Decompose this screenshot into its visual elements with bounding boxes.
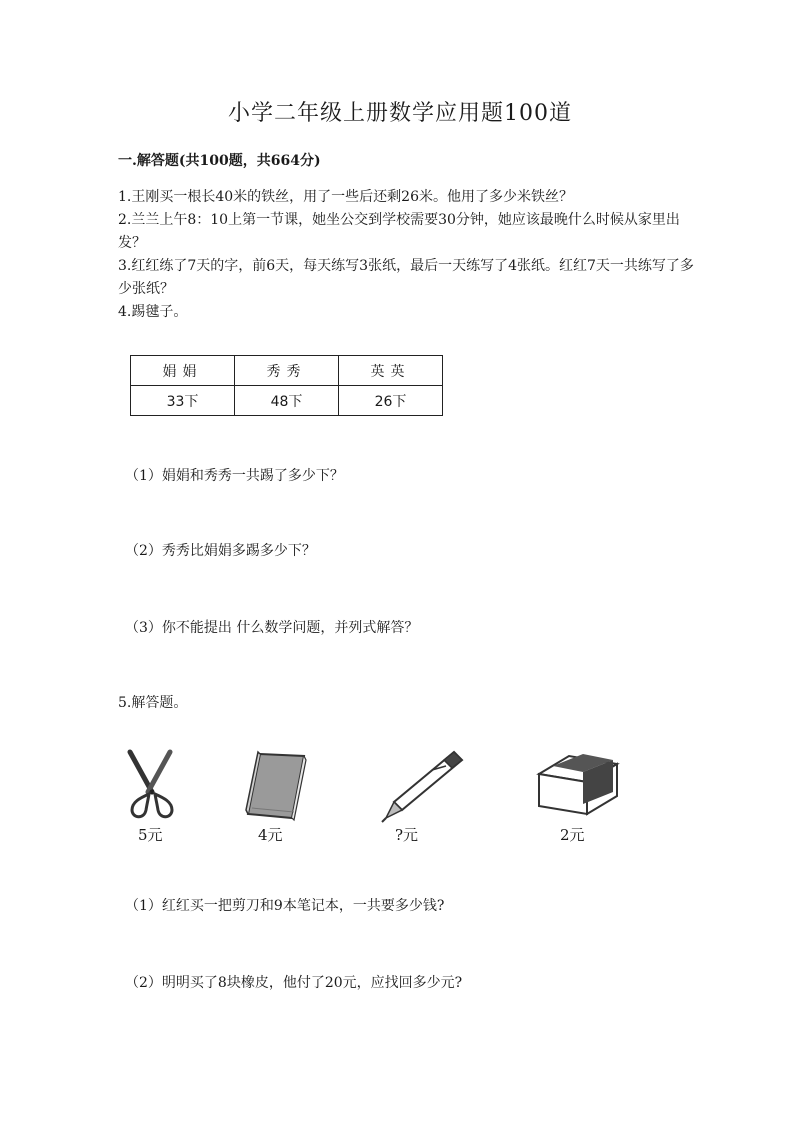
q5-sub-2: （2）明明买了8块橡皮，他付了20元，应找回多少元? <box>125 975 463 991</box>
pen-price: ?元 <box>395 826 419 844</box>
eraser-icon <box>535 752 621 818</box>
table-header-cell: 娟娟 <box>131 356 235 386</box>
scissors-price: 5元 <box>138 826 163 844</box>
question-5: 5.解答题。 <box>118 695 188 711</box>
question-2: 2.兰兰上午8：10上第一节课，她坐公交到学校需要30分钟，她应该最晚什么时候从家里出发？ <box>118 212 680 251</box>
notebook-icon <box>240 748 310 824</box>
question-list <box>118 186 698 324</box>
table-cell: 33下 <box>131 386 235 416</box>
q4-sub-1: （1）娟娟和秀秀一共踢了多少下？ <box>125 468 344 484</box>
pen-icon <box>372 748 468 824</box>
notebook-price: 4元 <box>258 826 283 844</box>
question-3: 3.红红练了7天的字，前6天，每天练写3张纸，最后一天练写了4张纸。红红7天一共练写了多少张纸？ <box>118 258 694 297</box>
q4-sub-2: （2）秀秀比娟娟多踢多少下？ <box>125 543 316 559</box>
table-cell: 26下 <box>339 386 443 416</box>
table-cell: 48下 <box>235 386 339 416</box>
page-title: 小学二年级上册数学应用题100道 <box>228 101 572 126</box>
scissors-icon <box>122 748 182 824</box>
q4-sub-3: （3）你不能提出 什么数学问题，并列式解答？ <box>125 620 419 636</box>
section-heading: 一.解答题(共100题，共664分) <box>118 153 321 169</box>
table-row <box>131 386 443 416</box>
kick-table <box>130 355 443 416</box>
question-4: 4.踢毽子。 <box>118 304 188 320</box>
eraser-price: 2元 <box>560 826 585 844</box>
table-header-row <box>131 356 443 386</box>
q5-sub-1: （1）红红买一把剪刀和9本笔记本，一共要多少钱? <box>125 898 445 914</box>
table-header-cell: 秀秀 <box>235 356 339 386</box>
table-header-cell: 英英 <box>339 356 443 386</box>
question-1: 1.王刚买一根长40米的铁丝，用了一些后还剩26米。他用了多少米铁丝？ <box>118 189 573 205</box>
